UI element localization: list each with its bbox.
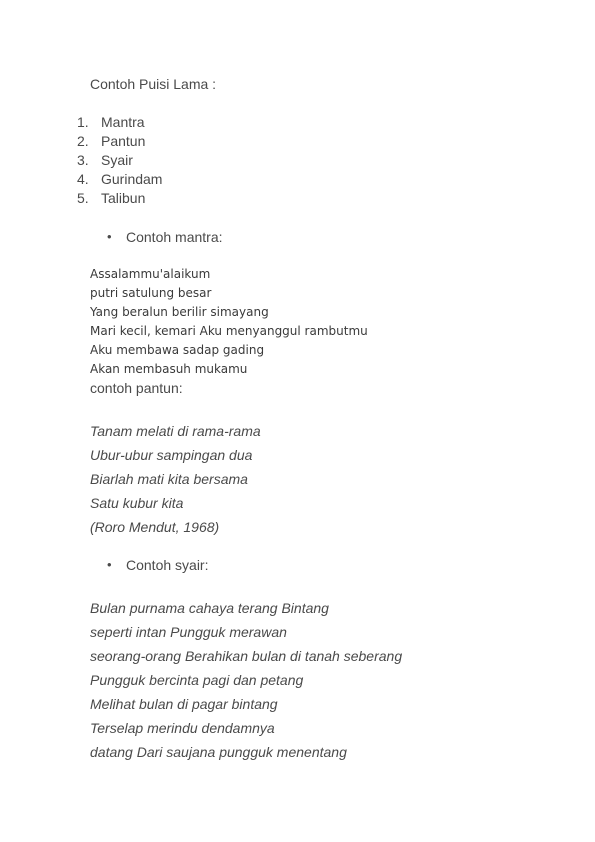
mantra-line: Yang beralun berilir simayang xyxy=(90,305,269,319)
list-number: 4. xyxy=(77,171,89,187)
syair-line: Bulan purnama cahaya terang Bintang xyxy=(90,600,329,616)
pantun-line: Tanam melati di rama-rama xyxy=(90,423,261,439)
bullet-label: Contoh mantra: xyxy=(126,229,223,245)
bullet-icon: • xyxy=(107,557,112,572)
mantra-line: Assalammu'alaikum xyxy=(90,267,211,281)
mantra-line: putri satulung besar xyxy=(90,286,212,300)
pantun-line: Satu kubur kita xyxy=(90,495,184,511)
bullet-label: Contoh syair: xyxy=(126,557,209,573)
pantun-line: Biarlah mati kita bersama xyxy=(90,471,248,487)
pantun-label: contoh pantun: xyxy=(90,380,183,396)
bullet-icon: • xyxy=(107,229,112,244)
list-item-text: Syair xyxy=(101,152,133,168)
syair-line: datang Dari saujana pungguk menentang xyxy=(90,744,347,760)
pantun-line: Ubur-ubur sampingan dua xyxy=(90,447,253,463)
section-heading: Contoh Puisi Lama : xyxy=(90,76,217,92)
mantra-line: Mari kecil, kemari Aku menyanggul rambutmu xyxy=(90,324,368,338)
list-item-text: Talibun xyxy=(101,190,146,206)
list-number: 2. xyxy=(77,133,89,149)
syair-line: Terselap merindu dendamnya xyxy=(90,720,275,736)
list-number: 5. xyxy=(77,190,89,206)
pantun-citation: (Roro Mendut, 1968) xyxy=(90,519,220,535)
list-number: 3. xyxy=(77,152,89,168)
syair-line: Pungguk bercinta pagi dan petang xyxy=(90,672,304,688)
list-number: 1. xyxy=(77,114,89,130)
syair-line: Melihat bulan di pagar bintang xyxy=(90,696,278,712)
syair-line: seperti intan Pungguk merawan xyxy=(90,624,287,640)
syair-line: seorang-orang Berahikan bulan di tanah seberang xyxy=(90,648,403,664)
mantra-line: Aku membawa sadap gading xyxy=(90,343,265,357)
list-item-text: Mantra xyxy=(101,114,145,130)
list-item-text: Pantun xyxy=(101,133,146,149)
list-item-text: Gurindam xyxy=(101,171,163,187)
mantra-line: Akan membasuh mukamu xyxy=(90,362,248,376)
